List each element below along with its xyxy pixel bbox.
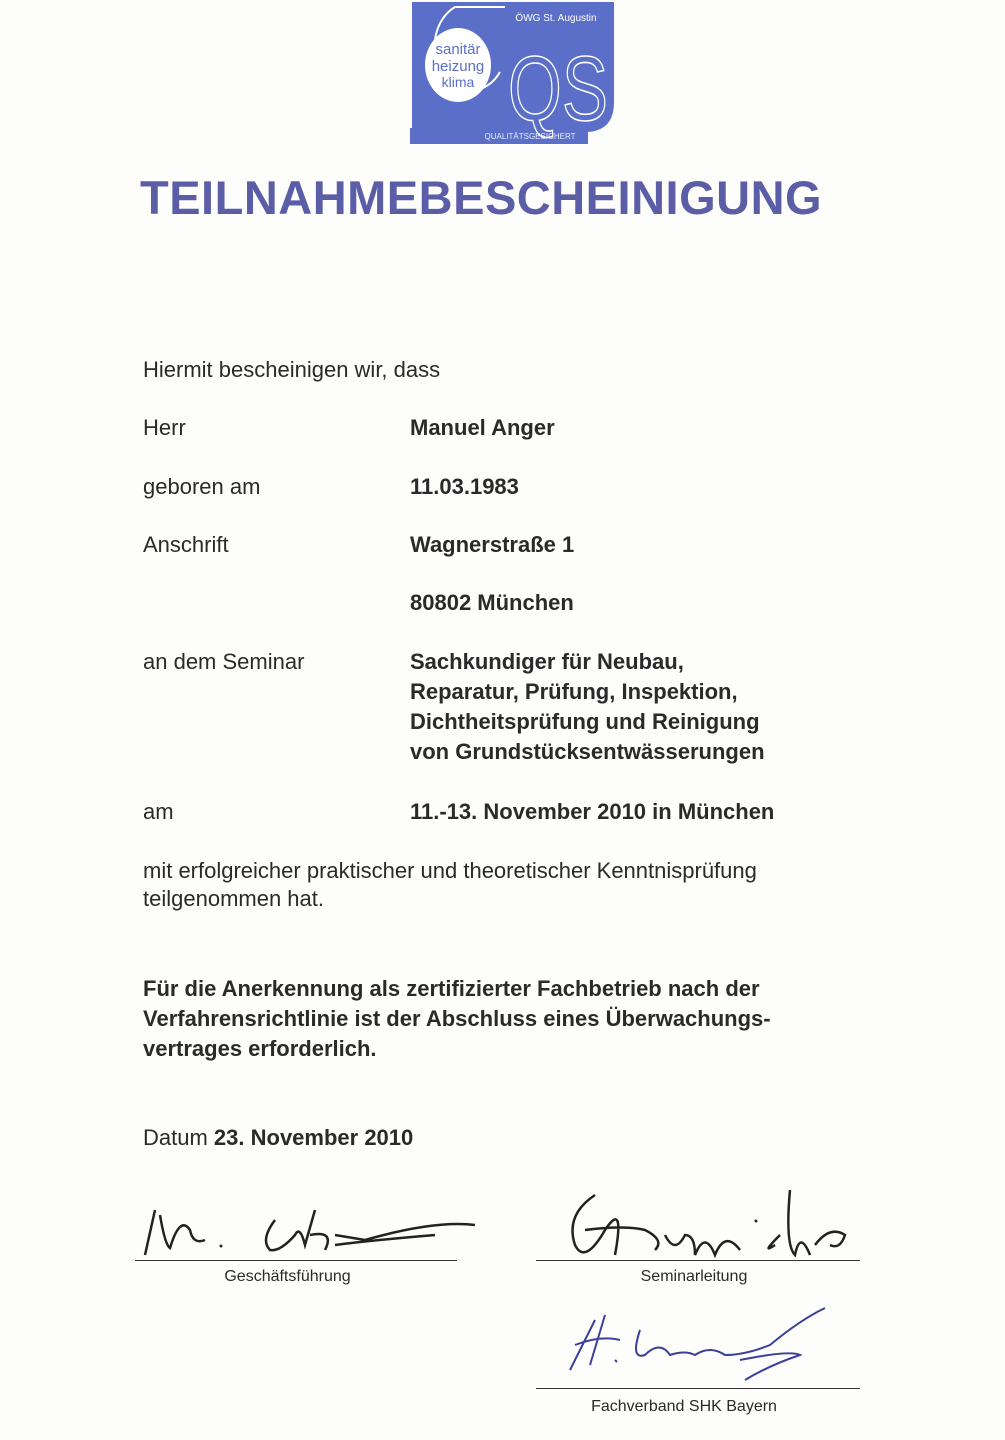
name-value: Manuel Anger [410, 415, 555, 440]
caption-association: Fachverband SHK Bayern [591, 1398, 777, 1415]
issue-date [143, 1125, 413, 1151]
signature-line [536, 1260, 860, 1261]
salutation-label: Herr [143, 415, 186, 440]
result-line: mit erfolgreicher praktischer und theoretischer Kenntnisprüfung [143, 858, 757, 883]
qs-logo [410, 2, 614, 144]
birth-label: geboren am [143, 474, 261, 499]
seminar-value [410, 647, 765, 767]
logo-bottom-text: QUALITÄTSGESICHERT [484, 132, 576, 141]
result-text [143, 857, 757, 913]
signature-line [536, 1388, 860, 1389]
page-title: TEILNAHMEBESCHEINIGUNG [140, 171, 823, 224]
seminar-line: Reparatur, Prüfung, Inspektion, [410, 679, 738, 704]
result-line: teilgenommen hat. [143, 886, 324, 911]
signature-line [135, 1260, 457, 1261]
issue-date-value: 23. November 2010 [213, 1125, 414, 1150]
logo-line-1: sanitär [435, 41, 481, 58]
note-line: vertrages erforderlich. [143, 1036, 377, 1061]
signature-management [135, 1190, 515, 1265]
logo-top-text: ÖWG St. Augustin [515, 13, 597, 24]
seminar-date-value: 11.-13. November 2010 in München [410, 799, 775, 824]
address-label: Anschrift [143, 532, 229, 557]
seminar-line: von Grundstücksentwässerungen [410, 739, 765, 764]
seminar-label: an dem Seminar [143, 649, 305, 674]
logo-line-2: heizung [431, 58, 485, 75]
caption-management: Geschäftsführung [224, 1268, 351, 1285]
date-label: am [143, 799, 174, 824]
intro-text: Hiermit bescheinigen wir, dass [143, 357, 441, 382]
birth-value: 11.03.1983 [410, 474, 519, 499]
seminar-line: Dichtheitsprüfung und Reinigung [410, 709, 760, 734]
signature-association [560, 1300, 840, 1385]
logo-line-3: klima [441, 74, 475, 90]
logo-qs: QS [508, 38, 608, 140]
note-text [143, 974, 771, 1064]
street-value: Wagnerstraße 1 [410, 532, 575, 557]
note-line: Für die Anerkennung als zertifizierter Fachbetrieb nach der [143, 976, 760, 1001]
city-value: 80802 München [410, 590, 574, 615]
note-line: Verfahrensrichtlinie ist der Abschluss eines Überwachungs- [143, 1006, 771, 1031]
seminar-line: Sachkundiger für Neubau, [410, 649, 684, 674]
issue-date-label: Datum [143, 1125, 208, 1150]
caption-seminar: Seminarleitung [640, 1268, 748, 1285]
signature-seminar [545, 1185, 865, 1265]
